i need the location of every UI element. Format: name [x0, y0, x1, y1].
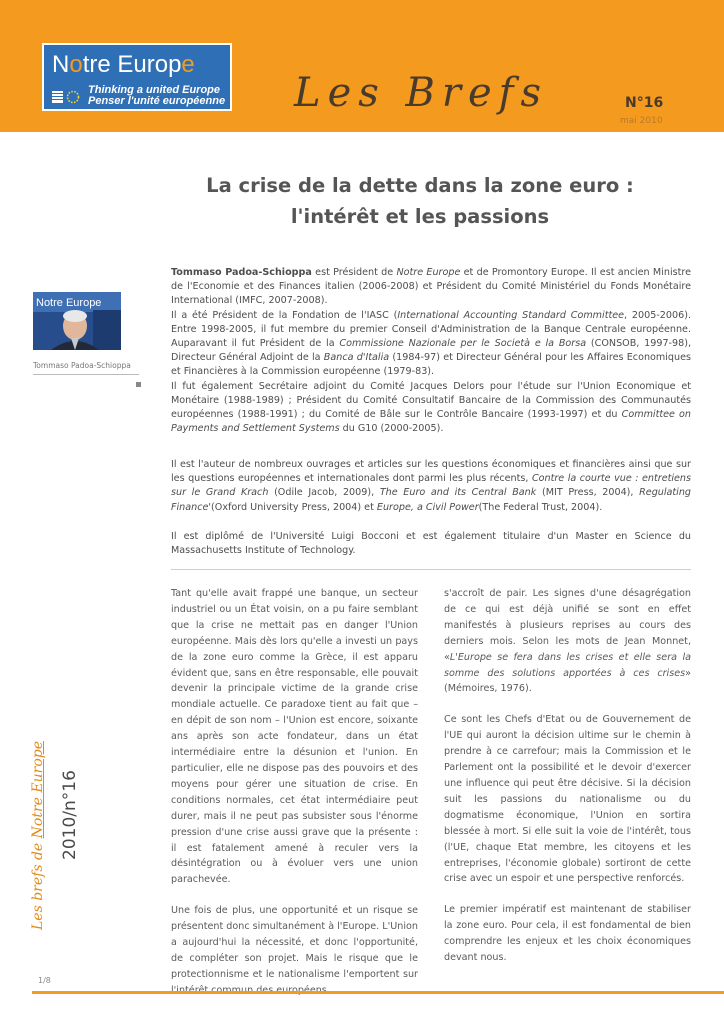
article-paragraph: Ce sont les Chefs d'Etat ou de Gouvernement de l'UE qui auront la décision ultime sur le chemin à prendre à ce carrefour; mais la Commission et le Parlement ont la possibilité et le devoir d'exercer une influence qui peut être décisive. Si la décision suit les passions du nationalisme ou du dogmatisme économique, l'Union en sortira blessée à mort. Si elle suit la voie de l'intérêt, tous (l'UE, chaque Etat membre, les citoyens et les entreprises, l'économie globale) sortiront de cette crise avec un espoir et une perspective renforcés.: [444, 714, 691, 885]
author-portrait-image: [33, 292, 121, 350]
author-bio: [171, 266, 691, 436]
sidebar-issue-ref: 2010/n°16: [60, 770, 80, 860]
bio-paragraph-4: Il est l'auteur de nombreux ouvrages et articles sur les questions économiques et financières ainsi que sur les questions européennes et internationales dont parmi les plus récents, Contre la courte vue : entretiens sur le Grand Krach (Odile Jacob, 2009), The Euro and its Central Bank (MIT Press, 2004), Regulating Finance'(Oxford University Press, 2004) et Europe, a Civil Power(The Federal Trust, 2004).: [171, 459, 692, 513]
notre-europe-logo[interactable]: [42, 43, 232, 111]
sidebar-series-label: Les brefs de Notre Europe: [30, 740, 46, 930]
page-number: 1/8: [38, 976, 51, 985]
monnet-quote: L'Europe se fera dans les crises et elle sera la somme des solutions apportées à ces crises: [444, 651, 691, 679]
article-paragraph: Une fois de plus, une opportunité et un risque se présentent donc simultanément à l'Europe. L'Union a aujourd'hui la nécessité, et donc l'opportunité, de compléter son projet. Mais le risque que le protectionnisme et le nationalisme l'emportent sur: [171, 905, 418, 980]
author-publications: [171, 458, 691, 515]
article-paragraph: Le premier impératif est maintenant de stabiliser la zone euro. Pour cela, il est fondamental de bien comprendre les enjeux et les choix économiques devant nous.: [444, 904, 691, 964]
photo-sign-text: Notre Europe: [36, 297, 102, 309]
bio-paragraph-2: Il a été Président de la Fondation de l'IASC (International Accounting Standard Committee, 2005-2006). Entre 1998-2005, il fut membre du premier Conseil d'Administration de la Banque Centrale européenne. Auparavant il fut Président de la Commissione Nazionale per le Società e la Borsa (CONSOB, 1997-98), Directeur Général Adjoint de la Banca d'Italia (1984-97) et Directeur Général pour les Affaires Economiques et Financières à la Commission européenne (1979-83).: [171, 309, 692, 378]
caption-marker: [136, 382, 141, 387]
photo-caption: Tommaso Padoa-Schioppa: [33, 361, 131, 370]
stars-flag-icon: [52, 89, 82, 105]
article-title-line1: La crise de la dette dans la zone euro :: [206, 174, 634, 197]
article-column-right: [444, 586, 691, 981]
caption-divider: [33, 374, 139, 375]
series-title: Les Brefs: [294, 70, 548, 116]
header-banner: [0, 0, 724, 132]
author-education: [171, 530, 691, 558]
article-column-left: [171, 586, 418, 1014]
bio-paragraph-3: Il fut également Secrétaire adjoint du Comité Jacques Delors pour l'étude sur l'Union Economique et Monétaire (1988-1989) ; Président du Comité Consultatif Bancaire de la Commission des Communautés européennes (1988-1991) ; du Comité de Bâle sur le Contrôle Bancaire (1993-1997) et du Committee on Payments and Settlement Systems du G10 (2000-2005).: [171, 380, 691, 435]
logo-wordmark: Notre Europe: [52, 51, 195, 78]
issue-number: N°16: [625, 95, 664, 111]
issue-date: mai 2010: [620, 116, 663, 126]
section-divider: [171, 569, 691, 570]
article-title-line2: l'intérêt et les passions: [290, 205, 550, 228]
footer-rule: [32, 991, 724, 994]
article-paragraph: Tant qu'elle avait frappé une banque, un secteur industriel ou un État voisin, on a pu faire semblant que la crise ne mettait pas en danger l'Union européenne. Mais dès lors qu'elle a investi un pays de la zone euro comme la Grèce, il est apparu évident que, sans en être responsable, elle pouvait devenir la principale victime de la grande crise mondiale actuelle. Ce paradoxe tient au fait que – en dépit de son nom – l'Union est encore, soixante ans après son acte fondateur, dans un état intermédiaire entre la désunion et l'union. En particulier, elle ne dispose pas des pouvoirs et des moyens pour gérer une situation de crise. En conditions normales, cet état intermédiaire peut durer, mais il ne peut pas subsister sous l'énorme pression d'une crise aussi grave que la présente : il est fatalement amené à reculer vers la désintégration ou à évoluer vers une union parachevée.: [171, 588, 418, 886]
logo-o: o: [69, 51, 83, 78]
article-paragraph: s'accroît de pair. Les signes d'une désagrégation de ce qui est déjà unifié se sont en effet manifestés à plusieurs reprises au cours des derniers mois. Selon les mots de Jean Monnet, «L'Europe se fera dans les crises et elle sera la somme des solutions apportées à ces crises» (Mémoires, 1976).: [444, 588, 691, 695]
bio-paragraph-5: Il est diplômé de l'Université Luigi Bocconi et est également titulaire d'un Master en Science du Massachusetts Institute of Technology.: [171, 531, 691, 557]
bio-paragraph-1: Tommaso Padoa-Schioppa est Président de Notre Europe et de Promontory Europe. Il est ancien Ministre de l'Economie et des Finances italien (2006-2008) et Président du Comité Ministériel du Fonds Monétaire International (IMFC, 2007-2008).: [171, 267, 692, 307]
logo-tagline: Thinking a united Europe Penser l'unité européenne: [88, 84, 226, 107]
author-photo: [33, 292, 121, 350]
